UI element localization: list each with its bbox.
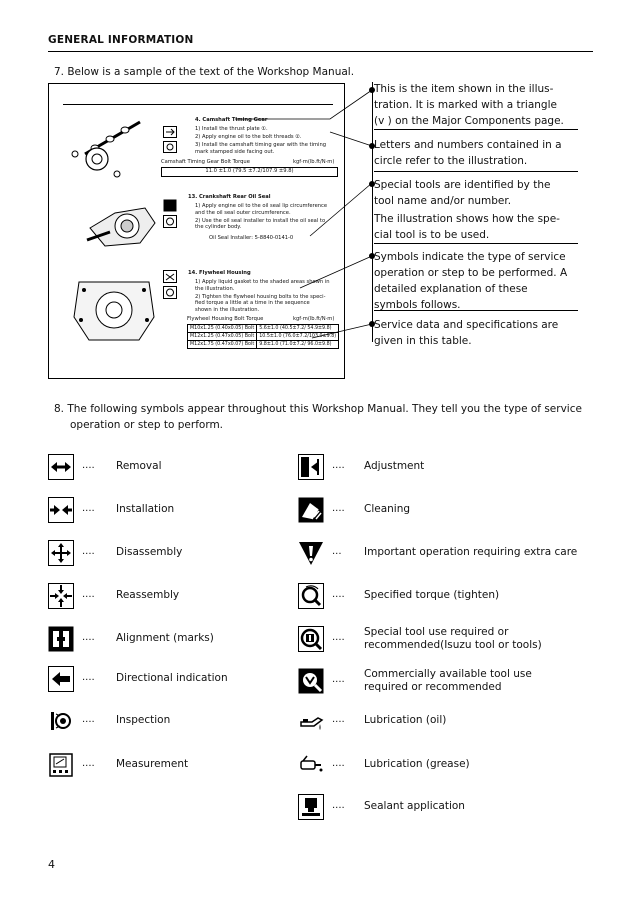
directional-label: Directional indication — [116, 672, 228, 684]
adjustment-dots: .... — [332, 460, 345, 471]
callout-divider — [374, 310, 578, 311]
callout-divider — [374, 129, 578, 130]
lubrication-grease-icon — [298, 752, 324, 778]
sample-s13-steps: 1) Apply engine oil to the oil seal lip circumference and the oil seal outer circumference. 2) Use the oil seal installer to install the oil seal to the cylinder body. — [195, 203, 328, 230]
important-operation-icon — [298, 540, 324, 566]
removal-dots: .... — [82, 460, 95, 471]
installation-label: Installation — [116, 503, 175, 515]
inspection-dots: .... — [82, 714, 95, 725]
special-tool-dots: .... — [332, 632, 345, 643]
removal-label: Removal — [116, 460, 162, 472]
lubrication-grease-label: Lubrication (grease) — [364, 758, 470, 770]
sealant-label: Sealant application — [364, 800, 465, 812]
sample-s14-steps: 1) Apply liquid gasket to the shaded areas shown in the illustration. 2) Tighten the flywheel housing bolts to the speci- fied torque a little at a time in the sequence shown in the illustration. — [195, 279, 330, 313]
directional-dots: .... — [82, 672, 95, 683]
cleaning-dots: .... — [332, 503, 345, 514]
installation-icon — [48, 497, 74, 523]
removal-icon — [48, 454, 74, 480]
directional-icon — [48, 666, 74, 692]
page-number: 4 — [48, 858, 55, 871]
table-row: M10x1.25 (0.40x0.05) Bolt 5.6±1.0 (40.5±7.2/ 54.9±9.8) — [188, 325, 339, 333]
alignment-dots: .... — [82, 632, 95, 643]
important-operation-label: Important operation requiring extra care — [364, 546, 578, 558]
inspection-icon — [48, 708, 74, 734]
commercial-tool-label: Commercially available tool use required or recommended — [364, 668, 532, 693]
cleaning-icon — [298, 497, 324, 523]
section-header: GENERAL INFORMATION — [48, 34, 194, 46]
commercial-tool-dots: .... — [332, 674, 345, 685]
sample-s14-title: 14. Flywheel Housing — [188, 270, 251, 276]
lubrication-grease-dots: .... — [332, 758, 345, 769]
callout-service-data: Service data and specifications are given in this table. — [374, 319, 559, 347]
reassembly-icon — [48, 583, 74, 609]
measurement-icon — [48, 752, 74, 778]
sample-s14-torque-label: Flywheel Housing Bolt Torque — [187, 316, 264, 322]
lubrication-oil-dots: .... — [332, 714, 345, 725]
disassembly-label: Disassembly — [116, 546, 183, 558]
item-7-text: 7. Below is a sample of the text of the Workshop Manual. — [54, 66, 355, 78]
specified-torque-icon — [298, 583, 324, 609]
callout-vertical-line — [372, 82, 373, 342]
sealant-dots: .... — [332, 800, 345, 811]
sample-s13-tool: Oil Seal Installer: 5-8840-0141-0 — [209, 235, 294, 241]
sample-s14-torque-unit: kgf·m(lb.ft/N·m) — [293, 316, 335, 322]
special-tool-label: Special tool use required or recommended(Isuzu tool or tools) — [364, 626, 542, 651]
lubrication-oil-label: Lubrication (oil) — [364, 714, 447, 726]
special-tool-icon — [298, 626, 324, 652]
table-row: M12x1.75 (0.47x0.07) Bolt 9.8±1.0 (71.0±7.2/ 96.0±9.8) — [188, 341, 339, 349]
important-operation-dots: ... — [332, 546, 342, 557]
inspection-label: Inspection — [116, 714, 171, 726]
disassembly-dots: .... — [82, 546, 95, 557]
installation-dots: .... — [82, 503, 95, 514]
adjustment-icon — [298, 454, 324, 480]
item-8-text: 8. The following symbols appear throughout this Workshop Manual. They tell you the type of service operation or step to perform. — [54, 403, 582, 431]
alignment-label: Alignment (marks) — [116, 632, 214, 644]
sample-s4-torque-value: 11.0 ±1.0 (79.5 ±7.2/107.9 ±9.8) — [161, 167, 338, 177]
callout-symbols: Symbols indicate the type of service operation or step to be performed. A detailed explanation of these symbols follows. — [374, 251, 568, 311]
adjustment-label: Adjustment — [364, 460, 425, 472]
sample-s4-torque-unit: kgf·m(lb.ft/N·m) — [293, 159, 335, 165]
sample-s4-steps: 1) Install the thrust plate ①. 2) Apply engine oil to the bolt threads ②. 3) Install the camshaft timing gear with the timing mark stamped side facing out. — [195, 126, 327, 155]
callout-divider — [374, 171, 578, 172]
disassembly-icon — [48, 540, 74, 566]
table-row: M12x1.25 (0.47x0.05) Bolt 10.5±1.0 (76.0±7.2/103.0±9.8) — [188, 333, 339, 341]
cleaning-label: Cleaning — [364, 503, 411, 515]
sealant-icon — [298, 794, 324, 820]
callout-item-marker: This is the item shown in the illus- tration. It is marked with a triangle (v ) on the Major Components page. — [374, 83, 564, 127]
specified-torque-dots: .... — [332, 589, 345, 600]
measurement-label: Measurement — [116, 758, 189, 770]
measurement-dots: .... — [82, 758, 95, 769]
sample-s4-title: 4. Camshaft Timing Gear — [195, 117, 268, 123]
commercial-tool-icon — [298, 668, 324, 694]
reassembly-label: Reassembly — [116, 589, 180, 601]
callout-circle-refs: Letters and numbers contained in a circle refer to the illustration. — [374, 139, 562, 167]
sample-s13-title: 13. Crankshaft Rear Oil Seal — [188, 194, 271, 200]
specified-torque-label: Specified torque (tighten) — [364, 589, 500, 601]
lubrication-oil-icon — [298, 710, 324, 736]
alignment-icon — [48, 626, 74, 652]
reassembly-dots: .... — [82, 589, 95, 600]
callout-special-tools: Special tools are identified by the tool name and/or number. The illustration shows how the spe- cial tool is to be used. — [374, 179, 560, 241]
sample-s4-torque-label: Camshaft Timing Gear Bolt Torque — [161, 159, 250, 165]
callout-divider — [374, 243, 578, 244]
